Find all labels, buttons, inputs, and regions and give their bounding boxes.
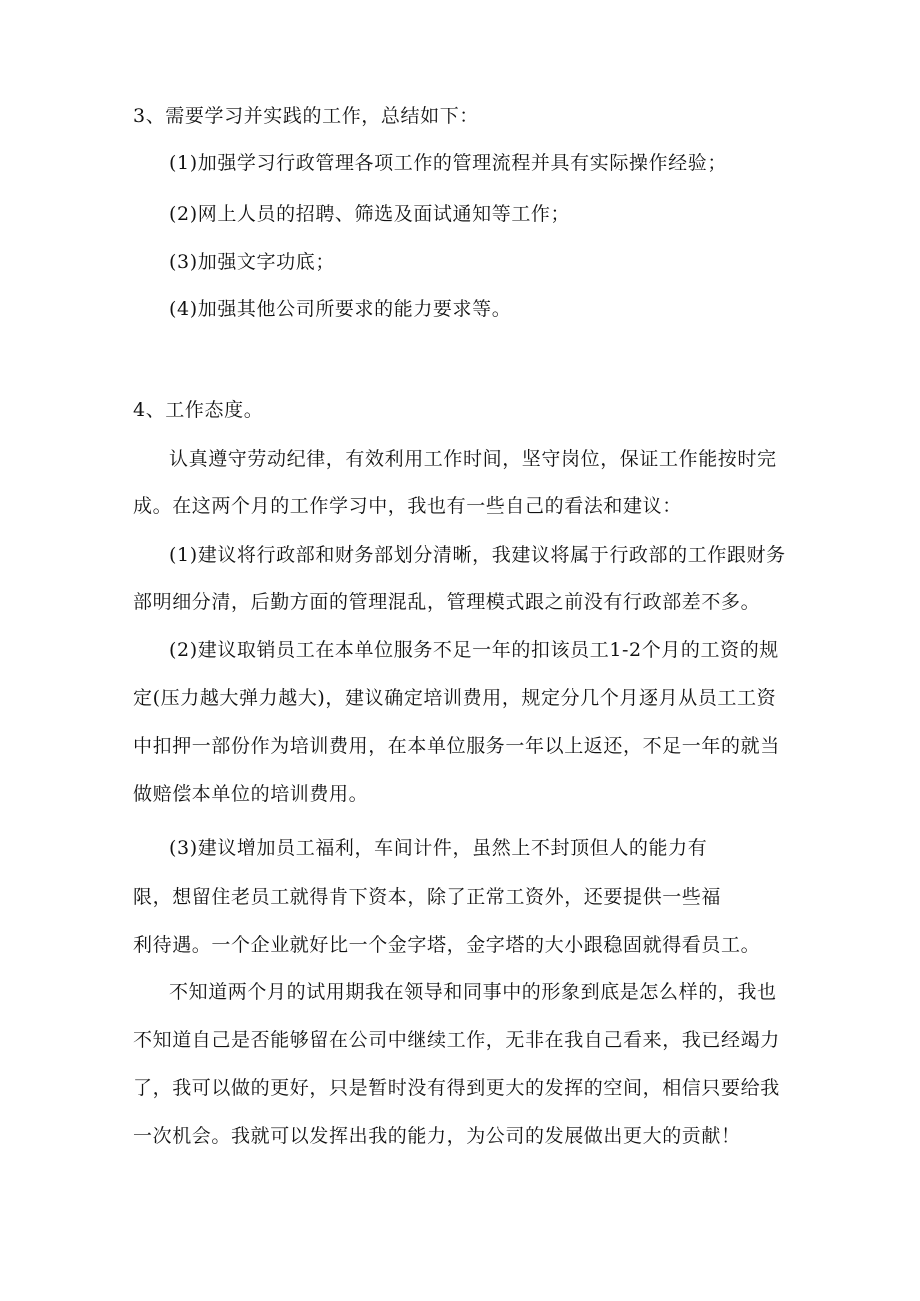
- section3-heading: 3、需要学习并实践的工作，总结如下：: [133, 105, 479, 127]
- suggestion-2-line: (2)建议取销员工在本单位服务不足一年的扣该员工1-2个月的工资的规: [169, 639, 779, 661]
- suggestion-3-line: 利待遇。一个企业就好比一个金字塔，金字塔的大小跟稳固就得看员工。: [133, 934, 761, 956]
- suggestion-3-line: 限，想留住老员工就得肯下资本，除了正常工资外，还要提供一些福: [133, 886, 722, 908]
- suggestion-1-line: (1)建议将行政部和财务部划分清晰，我建议将属于行政部的工作跟财务: [169, 544, 786, 566]
- closing-paragraph-line: 不知道两个月的试用期我在领导和同事中的形象到底是怎么样的，我也: [169, 981, 777, 1003]
- intro-paragraph-line: 成。在这两个月的工作学习中，我也有一些自己的看法和建议：: [133, 495, 682, 517]
- suggestion-2-line: 做赔偿本单位的培训费用。: [133, 783, 369, 805]
- intro-paragraph-line: 认真遵守劳动纪律，有效利用工作时间，坚守岗位，保证工作能按时完: [169, 448, 777, 470]
- section3-item: (4)加强其他公司所要求的能力要求等。: [169, 298, 512, 320]
- section4-heading: 4、工作态度。: [133, 399, 264, 421]
- suggestion-3-line: (3)建议增加员工福利，车间计件，虽然上不封顶但人的能力有: [169, 837, 708, 859]
- section3-item: (3)加强文字功底；: [169, 251, 335, 273]
- suggestion-1-line: 部明细分清，后勤方面的管理混乱，管理模式跟之前没有行政部差不多。: [133, 591, 761, 613]
- closing-paragraph-line: 一次机会。我就可以发挥出我的能力，为公司的发展做出更大的贡献！: [133, 1125, 741, 1147]
- closing-paragraph-line: 了，我可以做的更好，只是暂时没有得到更大的发挥的空间，相信只要给我: [133, 1077, 780, 1099]
- suggestion-2-line: 定(压力越大弹力越大)，建议确定培训费用，规定分几个月逐月从员工工资: [133, 687, 777, 709]
- suggestion-2-line: 中扣押一部份作为培训费用，在本单位服务一年以上返还，不足一年的就当: [133, 735, 780, 757]
- section3-item: (2)网上人员的招聘、筛选及面试通知等工作；: [169, 203, 571, 225]
- section3-item: (1)加强学习行政管理各项工作的管理流程并具有实际操作经验；: [169, 152, 727, 174]
- closing-paragraph-line: 不知道自己是否能够留在公司中继续工作，无非在我自己看来，我已经竭力: [133, 1029, 780, 1051]
